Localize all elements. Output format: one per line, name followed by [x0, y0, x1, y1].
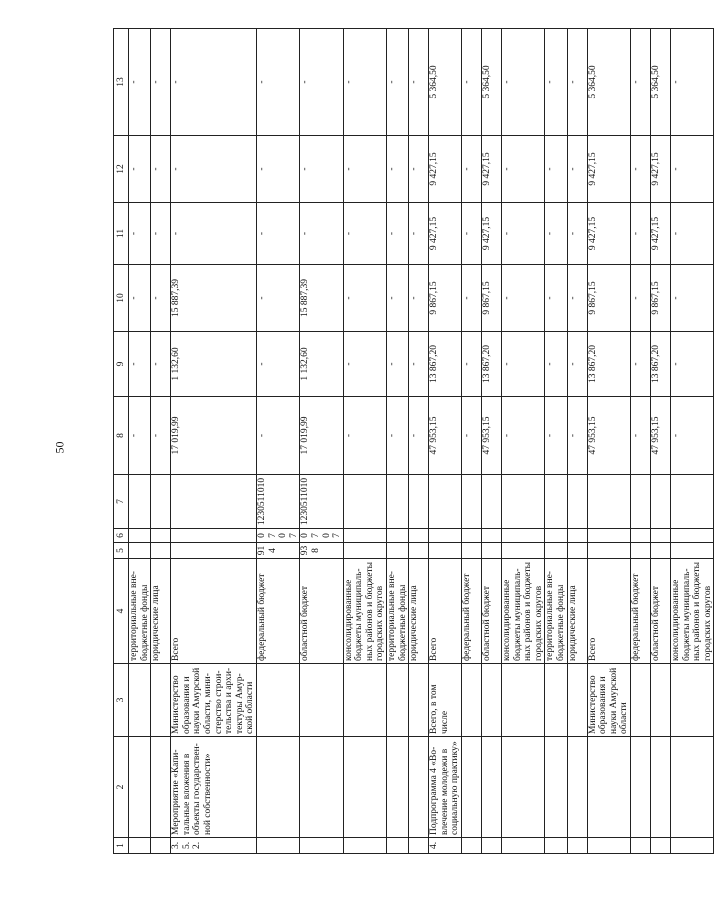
table-cell: 47 953,15 — [587, 397, 630, 475]
table-cell — [129, 543, 151, 559]
table-cell: - — [409, 332, 429, 397]
table-cell — [502, 664, 545, 737]
table-cell: - — [151, 397, 171, 475]
table-cell: - — [129, 265, 151, 332]
table-cell: юридические лица — [151, 559, 171, 664]
table-cell — [567, 543, 587, 559]
table-cell — [429, 543, 462, 559]
table-cell — [387, 664, 409, 737]
table-cell: 9 427,15 — [429, 203, 462, 265]
table-cell: - — [462, 29, 482, 136]
table-cell — [482, 475, 502, 529]
table-cell: - — [151, 136, 171, 203]
table-cell — [670, 475, 713, 529]
table-cell: 13 867,20 — [482, 332, 502, 397]
table-cell: - — [300, 29, 343, 136]
table-cell: 17 019,99 — [171, 397, 257, 475]
table-cell: - — [256, 29, 299, 136]
table-cell — [387, 475, 409, 529]
table-cell: - — [630, 265, 650, 332]
table-cell — [670, 664, 713, 737]
table-cell: - — [343, 203, 386, 265]
table-cell: федеральный бюджет — [256, 559, 299, 664]
table-cell — [129, 838, 151, 854]
table-cell: - — [387, 265, 409, 332]
table-cell: - — [387, 332, 409, 397]
table-cell — [630, 664, 650, 737]
table-row — [545, 29, 567, 854]
table-cell — [462, 529, 482, 543]
table-cell: - — [670, 397, 713, 475]
table-cell — [650, 838, 670, 854]
table-cell: областной бюджет — [300, 559, 343, 664]
table-cell: юридические лица — [567, 559, 587, 664]
table-row — [587, 29, 630, 854]
table-cell — [545, 664, 567, 737]
table-cell: территориальные вне-бюджетные фонды — [387, 559, 409, 664]
table-cell: - — [151, 203, 171, 265]
table-cell — [129, 664, 151, 737]
table-cell — [300, 838, 343, 854]
table-cell: - — [409, 265, 429, 332]
table-cell: Министерство образования и науки Амурской области, мини-стерство строи-тельства и архи-тектуры Амур-ской области — [171, 664, 257, 737]
table-row — [567, 29, 587, 854]
table-row — [482, 29, 502, 854]
table-cell: - — [502, 332, 545, 397]
table-cell — [567, 475, 587, 529]
table-cell: Министерство образования и науки Амурской области — [587, 664, 630, 737]
table-cell: - — [171, 203, 257, 265]
table-row — [502, 29, 545, 854]
table-cell: 1230511010 — [256, 475, 299, 529]
table-cell: Всего, в том числе — [429, 664, 462, 737]
table-cell: - — [545, 332, 567, 397]
table-cell: - — [256, 397, 299, 475]
table-cell: - — [502, 203, 545, 265]
table-cell: - — [409, 397, 429, 475]
table-cell: 938 — [300, 543, 343, 559]
table-cell — [650, 529, 670, 543]
table-cell: Всего — [171, 559, 257, 664]
table-cell: - — [567, 136, 587, 203]
table-row — [129, 29, 151, 854]
table-cell: Всего — [429, 559, 462, 664]
table-row — [462, 29, 482, 854]
table-cell: - — [256, 136, 299, 203]
table-cell: - — [151, 332, 171, 397]
table-cell: 5 364,50 — [650, 29, 670, 136]
table-cell: - — [567, 397, 587, 475]
table-cell — [256, 737, 299, 838]
table-cell: - — [129, 332, 151, 397]
table-cell — [171, 529, 257, 543]
table-cell — [482, 529, 502, 543]
table-cell — [545, 529, 567, 543]
table-cell: 13 867,20 — [587, 332, 630, 397]
table-cell — [256, 664, 299, 737]
table-cell — [151, 475, 171, 529]
table-cell — [409, 475, 429, 529]
table-cell — [256, 838, 299, 854]
table-cell: - — [670, 332, 713, 397]
table-row — [650, 29, 670, 854]
table-cell — [462, 664, 482, 737]
table-cell — [129, 529, 151, 543]
table-cell — [630, 529, 650, 543]
table-cell: 9 867,15 — [482, 265, 502, 332]
table-cell — [587, 529, 630, 543]
table-cell — [567, 838, 587, 854]
table-cell — [587, 475, 630, 529]
table-cell — [545, 475, 567, 529]
table-cell — [670, 838, 713, 854]
table-cell: 1230511010 — [300, 475, 343, 529]
table-cell — [630, 838, 650, 854]
table-cell: - — [502, 397, 545, 475]
table-cell — [545, 737, 567, 838]
table-cell: - — [567, 332, 587, 397]
page-number: 50 — [52, 441, 67, 454]
table-cell: 9 427,15 — [482, 136, 502, 203]
table-cell: - — [171, 29, 257, 136]
table-cell: 17 019,99 — [300, 397, 343, 475]
column-header: 2 — [114, 737, 129, 838]
table-cell — [482, 664, 502, 737]
table-cell: - — [462, 397, 482, 475]
table-cell: Мероприятие «Капи-тальные вложения в объекты государствен-ной собственности» — [171, 737, 257, 838]
table-cell — [300, 737, 343, 838]
table-cell: - — [630, 203, 650, 265]
table-cell: 13 867,20 — [429, 332, 462, 397]
table-cell: 47 953,15 — [482, 397, 502, 475]
table-cell: - — [129, 203, 151, 265]
table-cell: 9 427,15 — [587, 136, 630, 203]
table-cell — [650, 664, 670, 737]
table-cell — [387, 838, 409, 854]
table-cell: - — [567, 265, 587, 332]
column-header: 4 — [114, 559, 129, 664]
table-cell: - — [502, 136, 545, 203]
table-cell — [545, 543, 567, 559]
table-cell: - — [409, 136, 429, 203]
table-row — [409, 29, 429, 854]
table-cell: территориальные вне-бюджетные фонды — [129, 559, 151, 664]
table-cell: - — [670, 136, 713, 203]
table-cell — [151, 529, 171, 543]
table-cell — [502, 543, 545, 559]
budget-table — [113, 28, 714, 854]
table-cell: консолидированные бюджеты муниципаль-ных районов и бюджеты городских округов — [670, 559, 713, 664]
table-cell — [670, 737, 713, 838]
table-cell — [502, 838, 545, 854]
table-cell: 9 427,15 — [482, 203, 502, 265]
column-header: 3 — [114, 664, 129, 737]
table-cell: - — [300, 136, 343, 203]
table-cell: 1 132,60 — [300, 332, 343, 397]
table-cell: - — [545, 265, 567, 332]
table-cell: - — [462, 136, 482, 203]
table-cell — [429, 475, 462, 529]
column-header: 8 — [114, 397, 129, 475]
table-cell — [409, 529, 429, 543]
rotated-table-wrapper — [113, 29, 713, 854]
table-cell: - — [387, 397, 409, 475]
table-cell: - — [256, 332, 299, 397]
table-cell — [343, 475, 386, 529]
table-cell: - — [462, 332, 482, 397]
table-cell — [343, 543, 386, 559]
table-cell — [587, 543, 630, 559]
table-cell: 9 427,15 — [650, 136, 670, 203]
table-cell — [502, 475, 545, 529]
table-cell — [650, 737, 670, 838]
column-header: 9 — [114, 332, 129, 397]
table-cell: 0707 — [300, 529, 343, 543]
table-cell — [462, 838, 482, 854]
table-cell: территориальные вне-бюджетные фонды — [545, 559, 567, 664]
table-cell: - — [545, 203, 567, 265]
table-cell — [151, 664, 171, 737]
table-cell: - — [387, 136, 409, 203]
table-cell — [343, 664, 386, 737]
table-cell — [630, 543, 650, 559]
table-cell: - — [567, 203, 587, 265]
table-cell: - — [409, 203, 429, 265]
table-row — [256, 29, 299, 854]
table-cell: - — [670, 203, 713, 265]
header-row — [114, 29, 129, 854]
table-cell: - — [670, 265, 713, 332]
table-cell: 914 — [256, 543, 299, 559]
table-cell — [171, 475, 257, 529]
table-cell: 9 427,15 — [429, 136, 462, 203]
table-cell: 3.5.2. — [171, 838, 257, 854]
table-cell — [482, 838, 502, 854]
table-cell: - — [567, 29, 587, 136]
table-cell — [409, 543, 429, 559]
table-row — [429, 29, 462, 854]
table-cell: - — [462, 203, 482, 265]
table-cell: 9 427,15 — [587, 203, 630, 265]
table-body — [129, 29, 714, 854]
table-cell: - — [545, 397, 567, 475]
column-header: 7 — [114, 475, 129, 529]
table-cell: - — [630, 29, 650, 136]
table-cell — [409, 838, 429, 854]
table-cell: федеральный бюджет — [462, 559, 482, 664]
table-row — [171, 29, 257, 854]
table-cell: 1 132,60 — [171, 332, 257, 397]
table-cell — [343, 529, 386, 543]
table-cell: 5 364,50 — [587, 29, 630, 136]
table-cell: - — [300, 203, 343, 265]
table-cell: - — [630, 332, 650, 397]
table-cell — [587, 838, 630, 854]
table-cell: - — [387, 203, 409, 265]
table-cell — [343, 737, 386, 838]
table-cell — [429, 529, 462, 543]
table-cell — [387, 543, 409, 559]
table-cell: 9 427,15 — [650, 203, 670, 265]
column-header: 10 — [114, 265, 129, 332]
table-cell — [462, 737, 482, 838]
table-cell — [630, 737, 650, 838]
table-cell: Всего — [587, 559, 630, 664]
table-cell: - — [129, 136, 151, 203]
table-cell: - — [256, 203, 299, 265]
table-cell: - — [462, 265, 482, 332]
table-cell: - — [502, 265, 545, 332]
table-cell: - — [343, 265, 386, 332]
table-cell: федеральный бюджет — [630, 559, 650, 664]
table-cell — [567, 664, 587, 737]
table-row — [670, 29, 713, 854]
table-cell: консолидированные бюджеты муниципаль-ных районов и бюджеты городских округов — [343, 559, 386, 664]
table-cell: - — [343, 332, 386, 397]
table-cell — [129, 737, 151, 838]
table-cell: 47 953,15 — [650, 397, 670, 475]
table-cell: - — [387, 29, 409, 136]
table-cell — [545, 838, 567, 854]
table-cell: - — [502, 29, 545, 136]
table-cell — [502, 529, 545, 543]
table-cell: 9 867,15 — [650, 265, 670, 332]
table-cell — [151, 838, 171, 854]
table-cell: 4. — [429, 838, 462, 854]
table-cell: областной бюджет — [650, 559, 670, 664]
table-cell — [171, 543, 257, 559]
table-cell — [462, 543, 482, 559]
table-header — [114, 29, 129, 854]
table-cell: юридические лица — [409, 559, 429, 664]
column-header: 11 — [114, 203, 129, 265]
table-cell: - — [343, 29, 386, 136]
table-cell: 9 867,15 — [429, 265, 462, 332]
table-cell: - — [630, 397, 650, 475]
table-cell — [343, 838, 386, 854]
table-cell: - — [151, 265, 171, 332]
table-cell — [387, 529, 409, 543]
table-cell: 9 867,15 — [587, 265, 630, 332]
table-cell: - — [129, 29, 151, 136]
table-cell: - — [630, 136, 650, 203]
table-cell: - — [129, 397, 151, 475]
table-cell — [387, 737, 409, 838]
table-cell — [300, 664, 343, 737]
column-header: 12 — [114, 136, 129, 203]
table-cell — [587, 737, 630, 838]
column-header: 1 — [114, 838, 129, 854]
table-row — [151, 29, 171, 854]
table-cell: 13 867,20 — [650, 332, 670, 397]
table-cell: - — [545, 136, 567, 203]
table-cell — [567, 737, 587, 838]
table-cell: консолидированные бюджеты муниципаль-ных районов и бюджеты городских округов — [502, 559, 545, 664]
table-cell — [151, 543, 171, 559]
table-cell — [409, 737, 429, 838]
table-cell — [502, 737, 545, 838]
table-cell — [409, 664, 429, 737]
table-cell: 15 887,39 — [300, 265, 343, 332]
table-cell — [129, 475, 151, 529]
table-cell: - — [545, 29, 567, 136]
table-cell: - — [343, 136, 386, 203]
table-cell: - — [343, 397, 386, 475]
table-cell: Подпрограмма 4 «Во-влечение молодежи в социальную практику» — [429, 737, 462, 838]
column-header: 13 — [114, 29, 129, 136]
table-row — [343, 29, 386, 854]
table-cell — [462, 475, 482, 529]
table-cell: 5 364,50 — [482, 29, 502, 136]
table-cell — [650, 543, 670, 559]
table-cell — [567, 529, 587, 543]
table-cell — [650, 475, 670, 529]
table-cell: - — [171, 136, 257, 203]
table-cell: 47 953,15 — [429, 397, 462, 475]
table-cell — [482, 737, 502, 838]
table-row — [300, 29, 343, 854]
table-cell: - — [151, 29, 171, 136]
column-header: 6 — [114, 529, 129, 543]
table-row — [630, 29, 650, 854]
table-cell: - — [670, 29, 713, 136]
table-cell: областной бюджет — [482, 559, 502, 664]
table-cell: - — [256, 265, 299, 332]
table-cell: 15 887,39 — [171, 265, 257, 332]
table-cell — [482, 543, 502, 559]
table-cell: 5 364,50 — [429, 29, 462, 136]
table-cell — [670, 529, 713, 543]
column-header: 5 — [114, 543, 129, 559]
table-cell: - — [409, 29, 429, 136]
table-cell — [670, 543, 713, 559]
table-cell — [151, 737, 171, 838]
table-cell: 0707 — [256, 529, 299, 543]
table-cell — [630, 475, 650, 529]
table-row — [387, 29, 409, 854]
